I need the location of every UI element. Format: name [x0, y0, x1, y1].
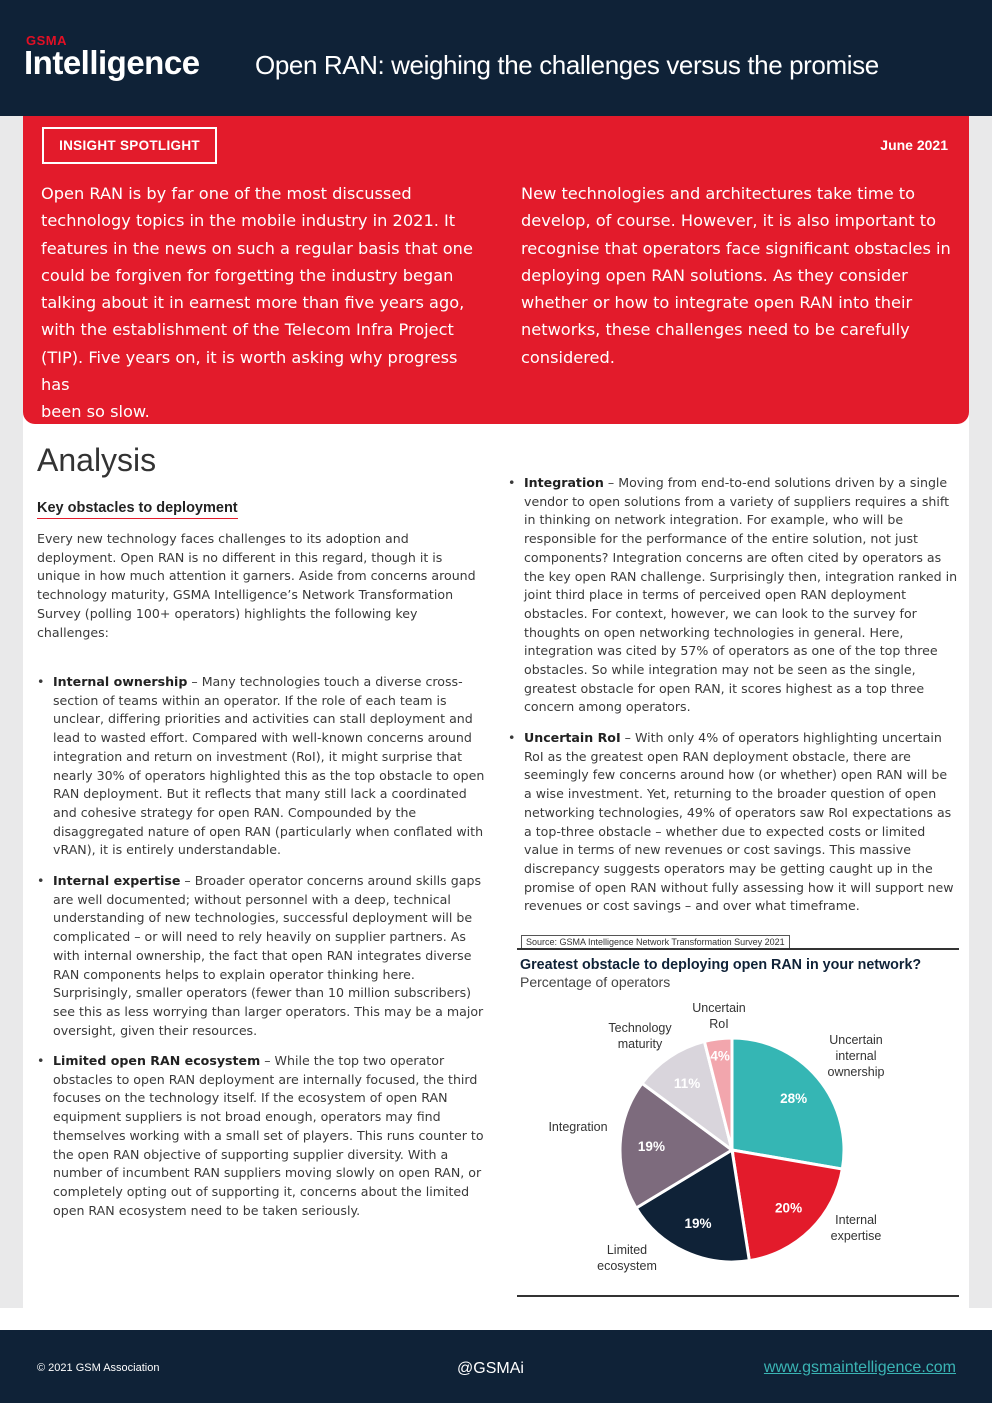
banner-line: New technologies and architectures take time to — [521, 184, 916, 203]
bullet-limited-ecosystem — [37, 1052, 487, 1220]
bullet-line: understanding of new technologies, successful deployment will be — [53, 910, 473, 926]
bullet-line: focuses on the technology itself. If the ecosystem of open RAN — [53, 1090, 448, 1106]
bullet-line: responsible for the performance of the entire solution, not just — [524, 531, 918, 547]
bullet-line: unclear, differing priorities and activities can stall deployment and — [53, 711, 473, 727]
bullet-line: joint third place in terms of perceived open RAN deployment — [524, 587, 907, 603]
bullet-line: discrepancy suggests operators may be getting caught up in the — [524, 860, 933, 876]
analysis-intro — [37, 530, 477, 642]
bullet-lead: – Broader operator concerns around skills gaps — [180, 873, 482, 888]
banner-line: (TIP). Five years on, it is worth asking why progress has — [41, 347, 458, 395]
bullet-line: equipment suppliers is not broad enough, operators may find — [53, 1109, 441, 1125]
bullet-line: section of teams within an operator. If the role of each team is — [53, 692, 447, 708]
bullet-line: the open RAN objective of supporting supplier diversity. With a — [53, 1146, 449, 1162]
social-handle: @GSMAi — [457, 1360, 524, 1377]
bullet-uncertain-roi — [508, 729, 958, 916]
banner-line: networks, these challenges need to be carefully — [521, 320, 910, 340]
gsma-logo-small: GSMA — [26, 33, 67, 48]
publication-date: June 2021 — [880, 137, 948, 153]
bullet-line: and cohesive strategy for open RAN. Compounded by the — [53, 804, 417, 820]
pie-category-label: Limited ecosystem — [597, 1243, 657, 1273]
banner-intro-left — [41, 180, 481, 426]
bullet-line: complicated – or will need to rely heavily on supplier partners. As — [53, 929, 466, 945]
bullet-line: seemingly few concerns around how (or whether) open RAN will be — [524, 767, 948, 783]
banner-intro-right — [521, 180, 961, 371]
bullet-dot-icon: • — [508, 730, 516, 745]
bullet-line: integration was cited by 57% of operators as one of the top three — [524, 643, 938, 659]
chart-subtitle: Percentage of operators — [520, 974, 671, 990]
bullet-lead: – Many technologies touch a diverse cross- — [187, 674, 463, 689]
bullet-dot-icon: • — [37, 873, 45, 888]
bullet-line: open RAN ecosystem need to be taken seriously. — [53, 1202, 361, 1218]
bullet-line: thoughts on open networking technologies in general. Here, — [524, 624, 904, 640]
bullet-line: obstacles to open RAN deployment are internally focused, the third — [53, 1071, 478, 1087]
bullet-line: with internal ownership, the fact that open RAN integrates diverse — [53, 947, 472, 963]
pie-value-label: 19% — [637, 1139, 665, 1155]
bullet-line: obstacles. So while integration may not be seen as the single, — [524, 662, 916, 678]
banner-line: deploying open RAN solutions. As they consider — [521, 265, 908, 285]
bullet-first-line — [524, 729, 958, 748]
bullet-line: see this as less worrying than larger operators. This may be a major — [53, 1003, 484, 1019]
banner-line: talking about it in earnest more than five years ago, — [41, 293, 465, 313]
bullet-line: RAN deployment. But it reflects that many still lack a coordinated — [53, 786, 467, 802]
bullet-line: number of incumbent RAN suppliers moving slowly on open RAN, or — [53, 1165, 482, 1181]
bullet-dot-icon: • — [508, 475, 516, 490]
banner-line: could be forgiven for forgetting the industry began — [41, 265, 454, 285]
bullet-line: disaggregated nature of open RAN (particularly when conflated with — [53, 823, 484, 839]
pie-value-label: 11% — [673, 1076, 701, 1092]
bullet-first-line — [53, 1052, 487, 1071]
bullet-dot-icon: • — [37, 674, 45, 689]
bullet-line: value in terms of new revenues or cost savings. This massive — [524, 842, 911, 858]
bullet-line: concern among operators. — [524, 699, 691, 715]
banner-line: considered. — [521, 347, 615, 367]
bullet-internal-ownership — [37, 673, 487, 860]
bullet-line: nearly 30% of operators highlighted this as the top obstacle to open — [53, 767, 485, 783]
pie-category-label: Technology maturity — [608, 1021, 672, 1051]
bullet-title: Internal expertise — [53, 873, 181, 888]
paragraph-line: deployment. Open RAN is no different in this regard, though it is — [37, 549, 443, 565]
pie-category-label: Internal expertise — [830, 1213, 882, 1243]
chart-top-rule — [517, 948, 959, 950]
banner-line: technology topics in the mobile industry in 2021. It — [41, 211, 456, 231]
paragraph-line: challenges: — [37, 624, 109, 640]
bullet-first-line — [53, 673, 487, 692]
bullet-line: obstacles. For context, however, we can look to the survey for — [524, 605, 917, 621]
bullet-line: integration and return on investment (RoI), it might surprise that — [53, 748, 463, 764]
bullet-integration — [508, 474, 958, 717]
pie-value-label: 28% — [780, 1091, 808, 1107]
bullet-line: Surprisingly, smaller operators (fewer than 10 million subscribers) — [53, 985, 472, 1001]
bullet-title: Uncertain RoI — [524, 730, 621, 745]
bullet-line: RoI as the greatest open RAN deployment obstacle, there are — [524, 748, 911, 764]
banner-line: with the establishment of the Telecom Infra Project — [41, 320, 454, 340]
banner-line: features in the news on such a regular basis that one — [41, 238, 473, 258]
page-title: Open RAN: weighing the challenges versus the promise — [255, 50, 879, 80]
banner-line: whether or how to integrate open RAN into their — [521, 293, 913, 313]
bullet-line: oversight, given their resources. — [53, 1022, 258, 1038]
paragraph-line: technology maturity, GSMA Intelligence’s Network Transformation — [37, 587, 454, 603]
chart-bottom-rule — [517, 1295, 959, 1297]
pie-chart — [520, 990, 960, 1290]
banner-line: develop, of course. However, it is also important to — [521, 211, 936, 231]
intelligence-logo: Intelligence — [24, 44, 200, 81]
bullet-line: vRAN), it is entirely understandable. — [53, 842, 281, 858]
paragraph-line: unique in how much attention it garners. Aside from concerns around — [37, 568, 476, 584]
pie-value-label: 19% — [684, 1216, 712, 1232]
bullet-first-line — [524, 474, 958, 493]
paragraph-line: Every new technology faces challenges to its adoption and — [37, 531, 409, 546]
bullet-title: Limited open RAN ecosystem — [53, 1053, 261, 1068]
page-footer — [0, 1330, 992, 1403]
banner-line: recognise that operators face significant obstacles in — [521, 238, 951, 258]
bullet-lead: – Moving from end-to-end solutions driven by a single — [603, 475, 948, 490]
banner-line: Open RAN is by far one of the most discussed — [41, 184, 412, 203]
website-link[interactable]: www.gsmaintelligence.com — [763, 1359, 956, 1376]
bullet-line: components? Integration concerns are often cited by operators as — [524, 549, 942, 565]
analysis-heading: Analysis — [37, 442, 157, 478]
bullet-internal-expertise — [37, 872, 487, 1040]
bullet-line: in thinking on network integration. For example, who will be — [524, 512, 904, 528]
page-header — [0, 0, 992, 116]
pie-category-label: Uncertain internal ownership — [827, 1033, 885, 1079]
bullet-line: promise of open RAN without fully assessing how it will support new — [524, 879, 954, 895]
banner-line: been so slow. — [41, 402, 150, 422]
bullet-line: a wise investment. Yet, returning to the broader question of open — [524, 786, 937, 802]
bullet-line: revenues or cost savings – and over what timeframe. — [524, 898, 860, 914]
bullet-line: are well documented; without personnel with a deep, technical — [53, 891, 451, 907]
pie-category-label: Uncertain RoI — [692, 1001, 746, 1031]
insight-spotlight-badge: INSIGHT SPOTLIGHT — [42, 127, 217, 164]
bullet-dot-icon: • — [37, 1053, 45, 1068]
pie-category-label: Integration — [548, 1120, 608, 1134]
bullet-lead: – While the top two operator — [260, 1053, 445, 1068]
pie-value-label: 4% — [710, 1048, 730, 1064]
pie-value-label: 20% — [775, 1200, 803, 1216]
bullet-line: the key open RAN challenge. Surprisingly then, integration ranked in — [524, 568, 958, 584]
chart-source: Source: GSMA Intelligence Network Transformation Survey 2021 — [521, 935, 790, 949]
bullet-line: RAN components helps to explain operator thinking here. — [53, 966, 415, 982]
bullet-title: Integration — [524, 475, 604, 490]
bullet-line: a top-three obstacle – whether due to expected costs or limited — [524, 823, 926, 839]
bullet-line: themselves working with a small set of players. This runs counter to — [53, 1127, 484, 1143]
bullet-line: lead to wasted effort. Compared with well-known concerns around — [53, 730, 472, 746]
bullet-line: completely opting out of supporting it, concerns about the limited — [53, 1183, 470, 1199]
copyright-text: © 2021 GSM Association — [37, 1362, 160, 1374]
bullet-line: greatest obstacle for open RAN, it scores highest as a top three — [524, 680, 925, 696]
bullet-title: Internal ownership — [53, 674, 188, 689]
bullet-lead: – With only 4% of operators highlighting uncertain — [620, 730, 942, 745]
bullet-line: vendor to open solutions from a variety of suppliers requires a shift — [524, 493, 950, 509]
key-obstacles-heading: Key obstacles to deployment — [37, 500, 238, 516]
bullet-first-line — [53, 872, 487, 891]
chart-title: Greatest obstacle to deploying open RAN in your network? — [520, 957, 922, 973]
paragraph-line: Survey (polling 100+ operators) highlights the following key — [37, 605, 418, 621]
bullet-line: networking technologies, 49% of operators saw RoI expectations as — [524, 804, 952, 820]
